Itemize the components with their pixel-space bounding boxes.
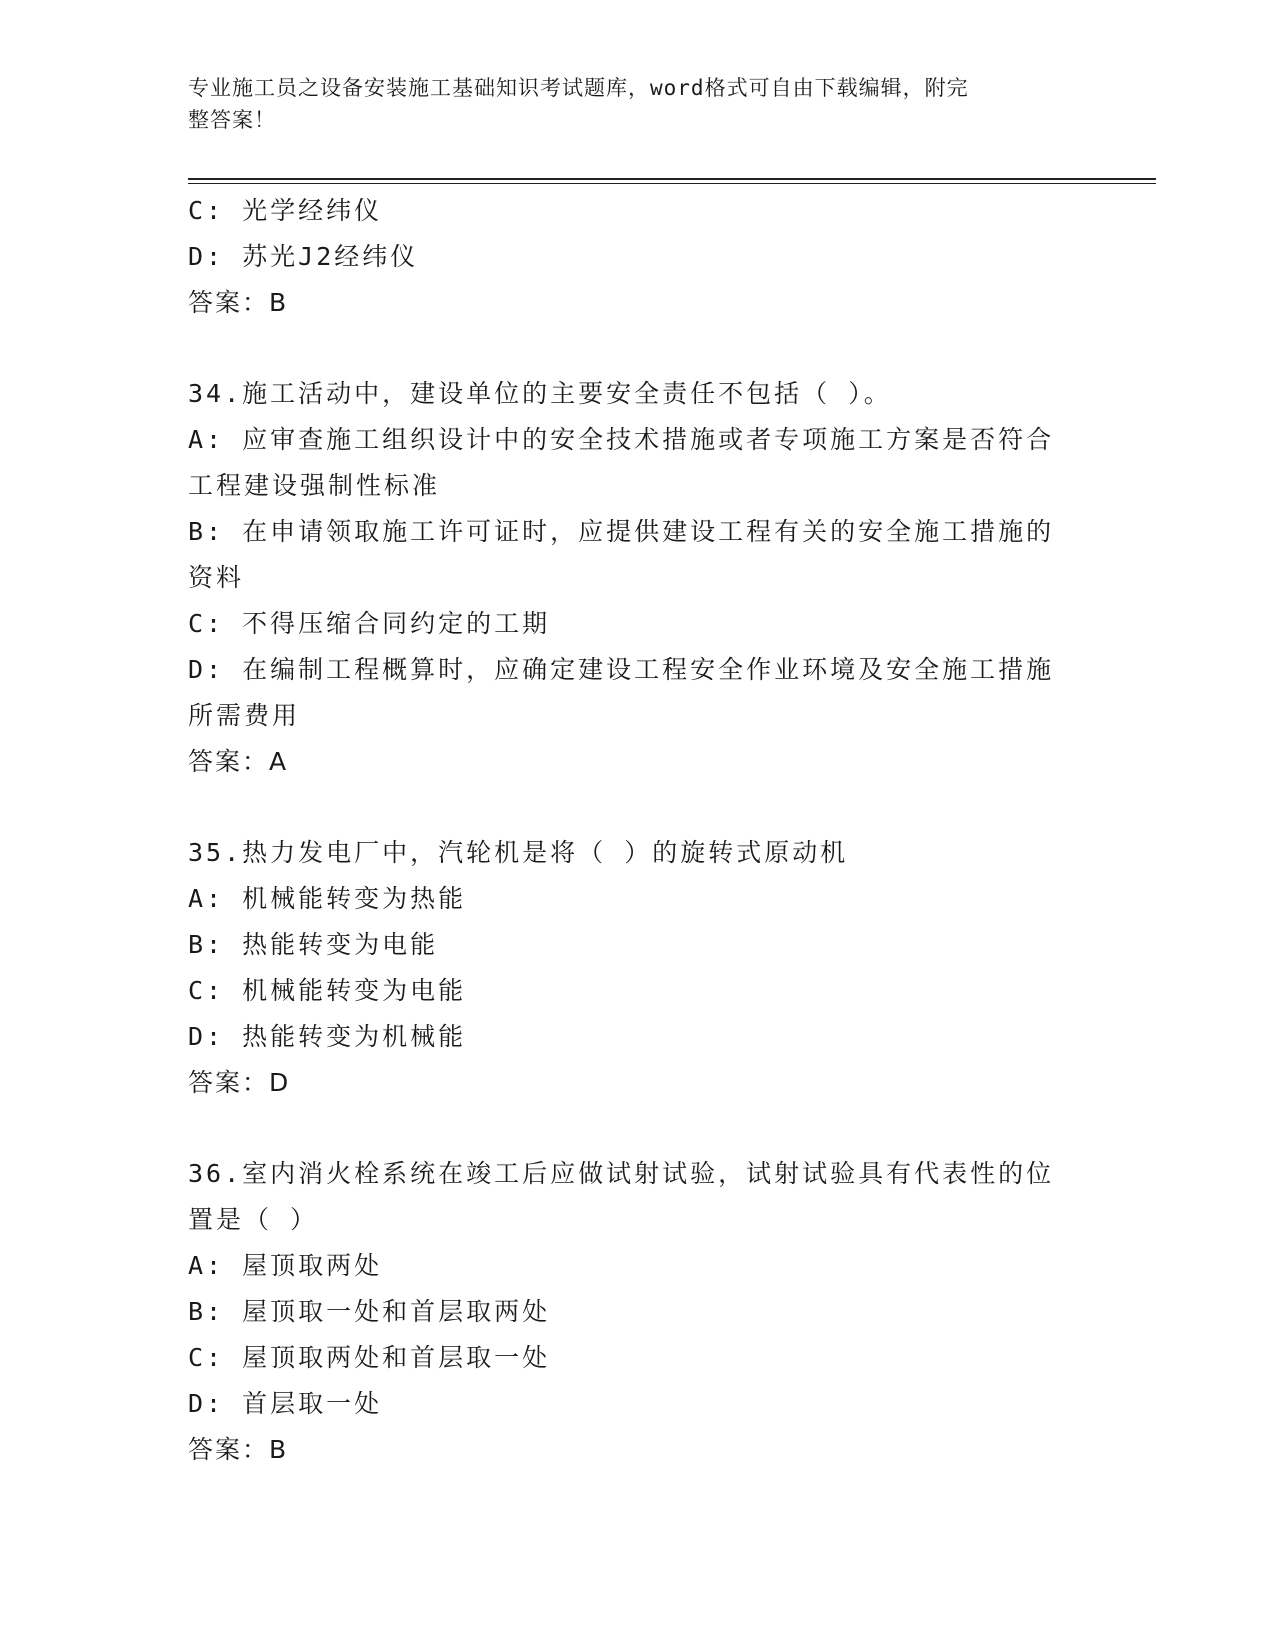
option-b-continued: 资料: [188, 563, 245, 592]
answer: 答案：B: [188, 1435, 289, 1464]
header-divider: [188, 178, 1156, 180]
option-c: C: 不得压缩合同约定的工期: [188, 609, 551, 638]
spacer: [188, 326, 1088, 371]
question-text: 35.热力发电厂中，汽轮机是将（ ）的旋转式原动机: [188, 838, 849, 867]
option-b: B: 在申请领取施工许可证时，应提供建设工程有关的安全施工措施的: [188, 517, 1055, 546]
document-header: [188, 72, 1068, 136]
option-d: D: 在编制工程概算时，应确定建设工程安全作业环境及安全施工措施: [188, 655, 1055, 684]
answer: 答案：B: [188, 288, 289, 317]
option-c: C: 屋顶取两处和首层取一处: [188, 1343, 551, 1372]
question-36: [188, 1151, 1088, 1473]
option-c: C: 光学经纬仪: [188, 196, 383, 225]
spacer: [188, 1106, 1088, 1151]
option-d-continued: 所需费用: [188, 701, 301, 730]
option-a: A: 屋顶取两处: [188, 1251, 383, 1280]
option-a: A: 机械能转变为热能: [188, 884, 467, 913]
header-divider-thin: [188, 183, 1156, 184]
question-text: 34.施工活动中，建设单位的主要安全责任不包括（ ）。: [188, 379, 892, 408]
option-a: A: 应审查施工组织设计中的安全技术措施或者专项施工方案是否符合: [188, 425, 1055, 454]
question-text-continued: 置是（ ）: [188, 1205, 319, 1234]
option-d: D: 热能转变为机械能: [188, 1022, 467, 1051]
question-34: [188, 371, 1088, 785]
question-content: [188, 188, 1088, 1473]
question-35: [188, 830, 1088, 1106]
question-text: 36.室内消火栓系统在竣工后应做试射试验，试射试验具有代表性的位: [188, 1159, 1055, 1188]
option-a-continued: 工程建设强制性标准: [188, 471, 441, 500]
option-b: B: 热能转变为电能: [188, 930, 439, 959]
header-line-1: 专业施工员之设备安装施工基础知识考试题库，word格式可自由下载编辑，附完: [188, 76, 969, 100]
header-line-2: 整答案！: [188, 108, 276, 132]
option-d: D: 首层取一处: [188, 1389, 383, 1418]
option-c: C: 机械能转变为电能: [188, 976, 467, 1005]
option-b: B: 屋顶取一处和首层取两处: [188, 1297, 551, 1326]
answer: 答案：D: [188, 1068, 291, 1097]
option-d: D: 苏光J2经纬仪: [188, 242, 419, 271]
question-33-tail: [188, 188, 1088, 326]
spacer: [188, 785, 1088, 830]
answer: 答案：A: [188, 747, 289, 776]
